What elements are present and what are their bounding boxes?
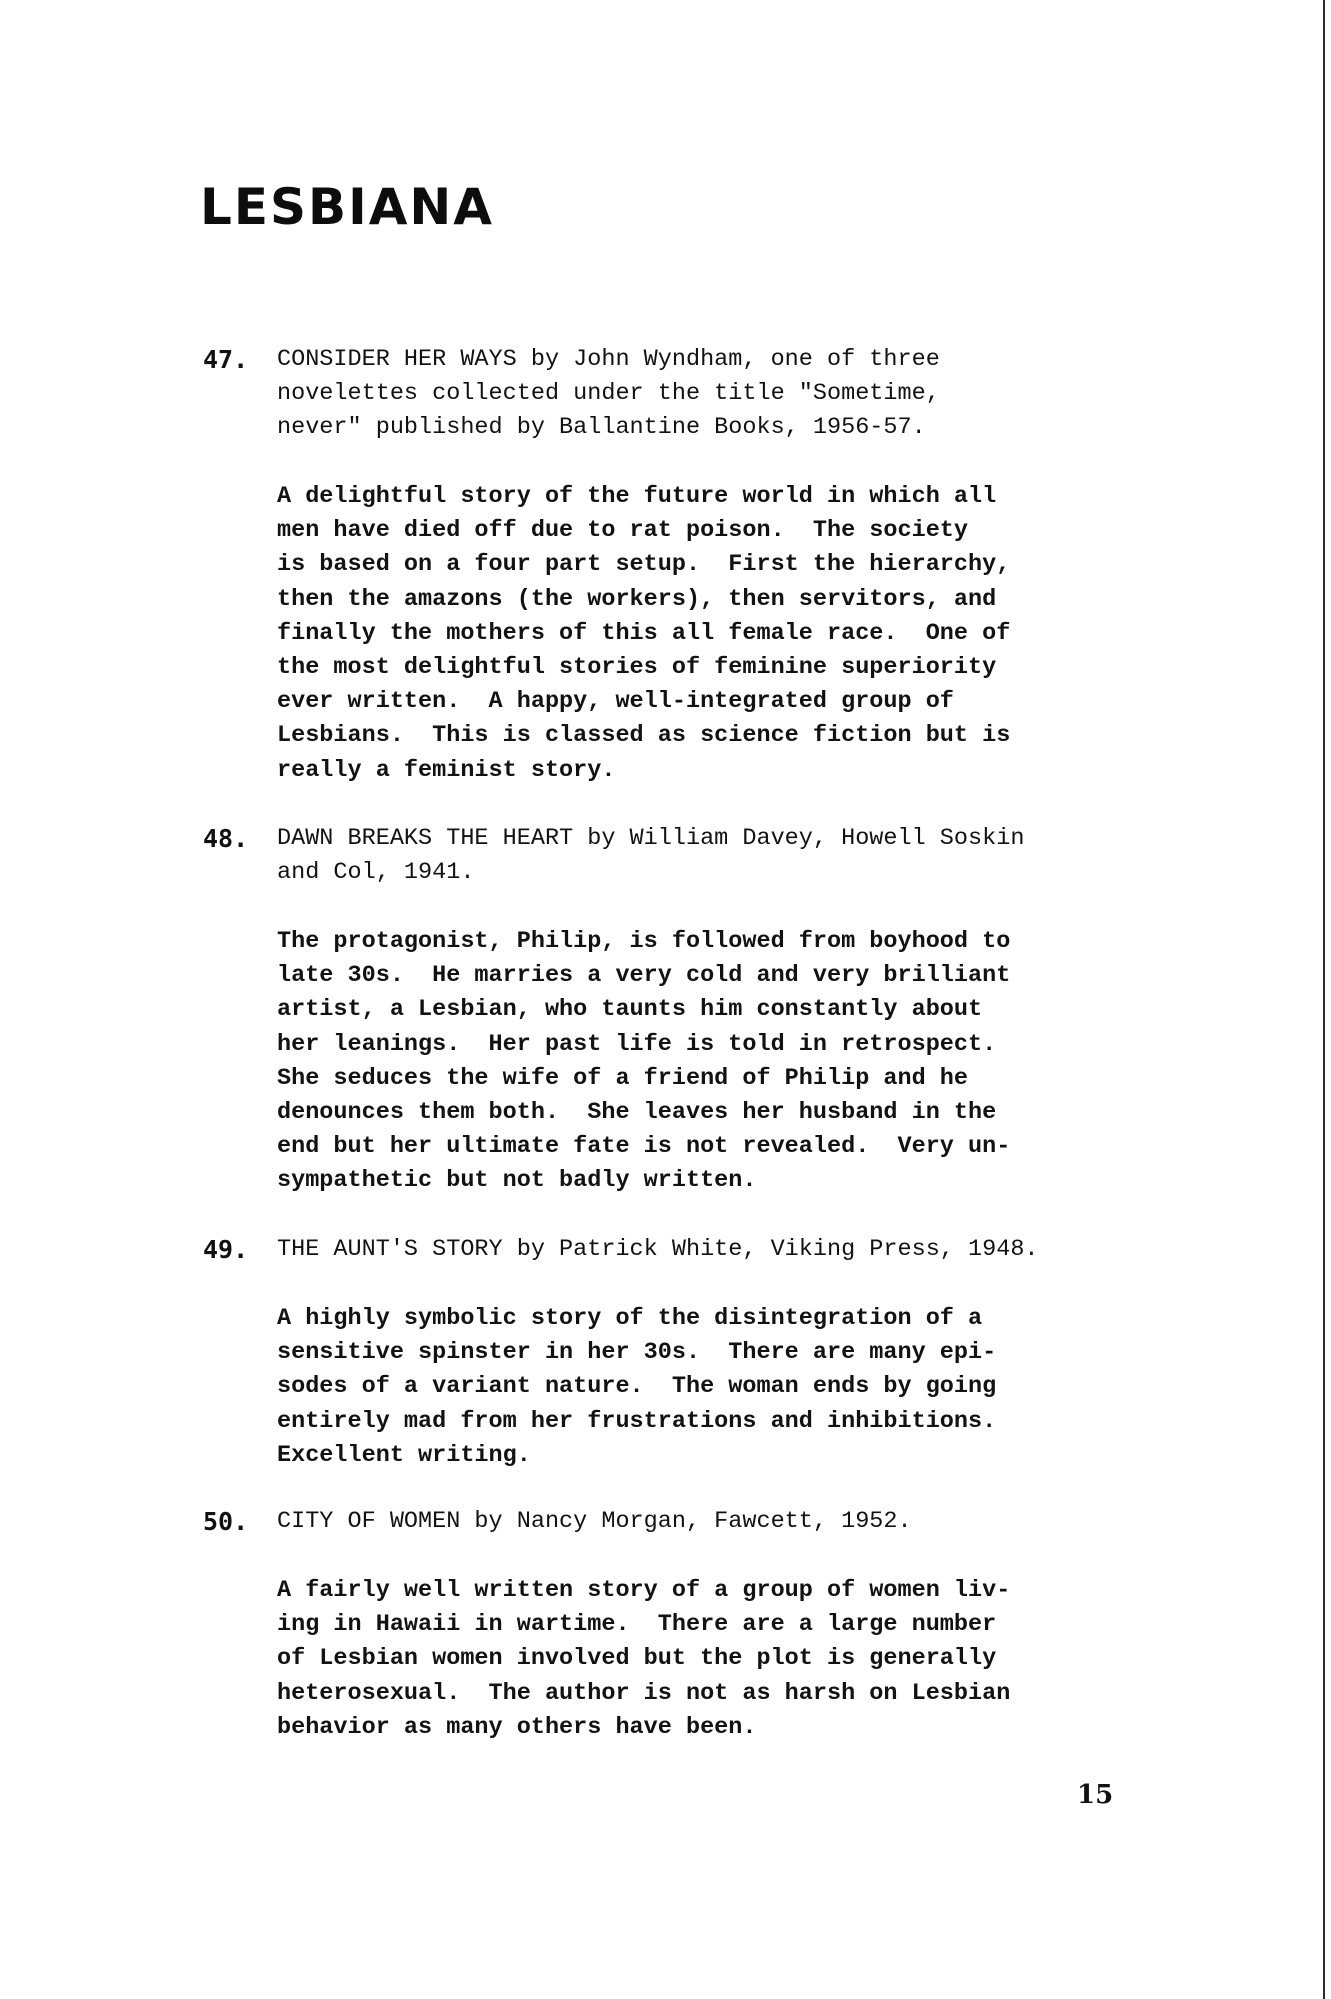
entry-review: A delightful story of the future world in which all men have died off due to rat poison. The society is based on a four part setup. First the hierarchy, then the amazons (the workers), then servitors, and finally the mothers of this all female race. One of the most delightful stories of feminine superiority ever written. A happy, well-integrated group of Lesbians. This is classed as science fiction but is really a feminist story.: [277, 483, 1011, 784]
entry-number: 47.: [203, 345, 249, 374]
entry-review: A fairly well written story of a group of women liv- ing in Hawaii in wartime. There are a large number of Lesbian women involved but the plot is generally heterosexual. The author is not as harsh on Lesbian behavior as many others have been.: [277, 1577, 1011, 1741]
entry-number: 49.: [203, 1235, 249, 1264]
entry-review: The protagonist, Philip, is followed from boyhood to late 30s. He marries a very cold and very brilliant artist, a Lesbian, who taunts him constantly about her leanings. Her past life is told in retrospect. She seduces the wife of a friend of Philip and he denounces them both. She leaves her husband in the end but her ultimate fate is not revealed. Very un- sympathetic but not badly written.: [277, 928, 1011, 1195]
entry-citation: CONSIDER HER WAYS by John Wyndham, one of three novelettes collected under the title "Sometime, never" published by Ballantine Books, 1956-57.: [277, 346, 940, 442]
entry-citation: CITY OF WOMEN by Nancy Morgan, Fawcett, 1952.: [277, 1508, 912, 1535]
page-edge: [1323, 0, 1325, 1999]
entry-citation: THE AUNT'S STORY by Patrick White, Viking Press, 1948.: [277, 1236, 1039, 1263]
entry-number: 48.: [203, 824, 249, 853]
entry-review: A highly symbolic story of the disintegration of a sensitive spinster in her 30s. There are many epi- sodes of a variant nature. The woman ends by going entirely mad from her frustrations and inhibitions. Excellent writing.: [277, 1305, 997, 1469]
entry-citation: DAWN BREAKS THE HEART by William Davey, Howell Soskin and Col, 1941.: [277, 825, 1025, 887]
entry-number: 50.: [203, 1507, 249, 1536]
page-heading: LESBIANA: [200, 178, 494, 236]
page-number: 15: [1077, 1780, 1114, 1810]
